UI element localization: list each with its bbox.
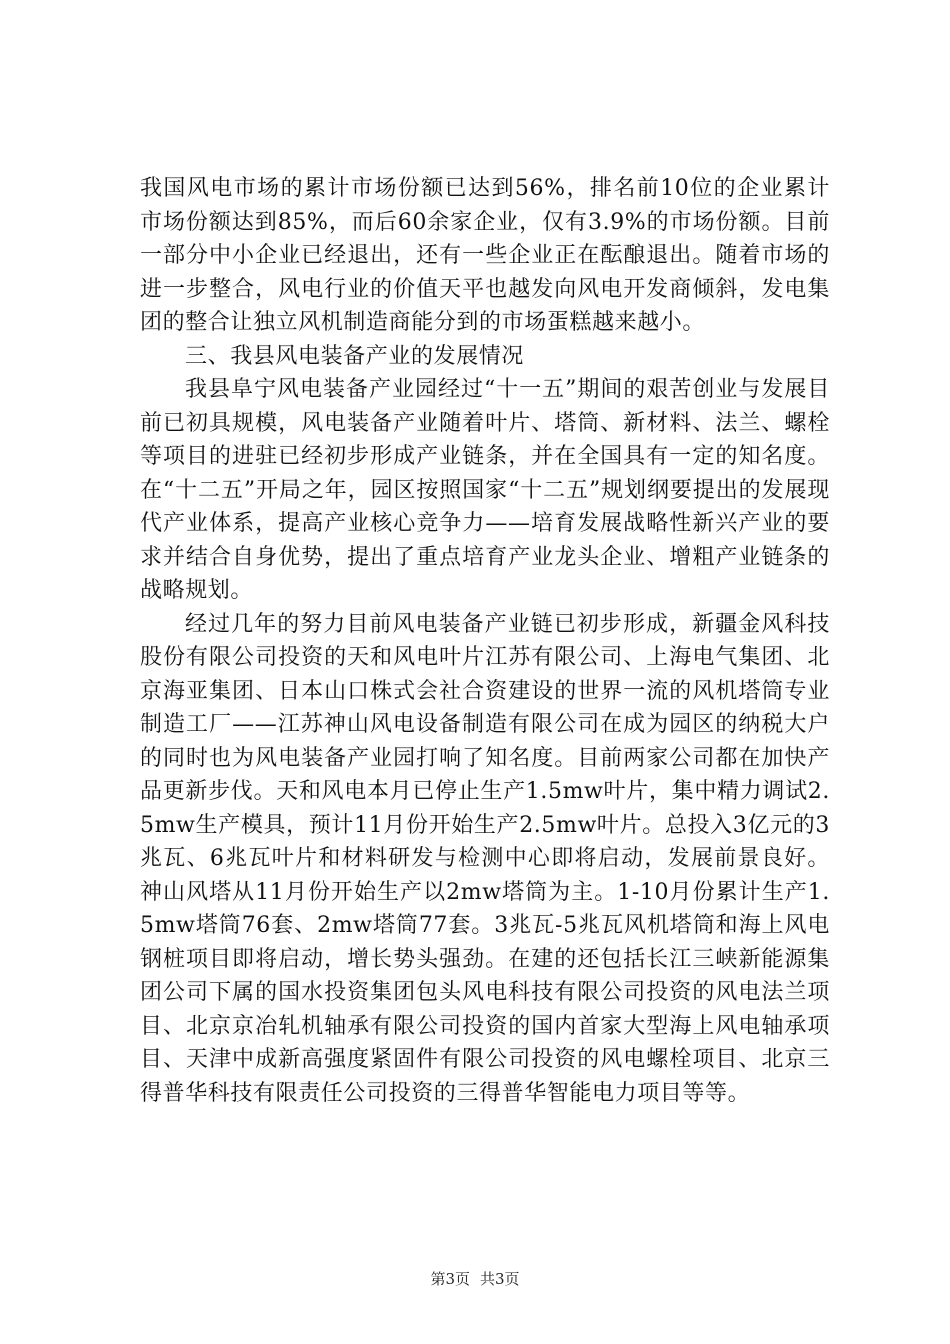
paragraph-industry-chain: 经过几年的努力目前风电装备产业链已初步形成，新疆金风科技股份有限公司投资的天和风电叶片江苏有限公司、上海电气集团、北京海亚集团、日本山口株式会社合资建设的世界一流的风机塔筒专业制造工厂——江苏神山风电设备制造有限公司在成为园区的纳税大户的同时也为风电装备产业园打响了知名度。目前两家公司都在加快产品更新步伐。天和风电本月已停止生产1.5mw叶片，集中精力调试2.5mw生产模具，预计11月份开始生产2.5mw叶片。总投入3亿元的3兆瓦、6兆瓦叶片和材料研发与检测中心即将启动，发展前景良好。神山风塔从11月份开始生产以2mw塔筒为主。1-10月份累计生产1.5mw塔筒76套、2mw塔筒77套。3兆瓦-5兆瓦风机塔筒和海上风电钢桩项目即将启动，增长势头强劲。在建的还包括长江三峡新能源集团公司下属的国水投资集团包头风电科技有限公司投资的风电法兰项目、北京京冶轧机轴承有限公司投资的国内首家大型海上风电轴承项目、天津中成新高强度紧固件有限公司投资的风电螺栓项目、北京三得普华科技有限责任公司投资的三得普华智能电力项目等等。: [140, 611, 830, 1106]
page-total: 共3页: [480, 1270, 520, 1288]
paragraph-industrial-park: 我县阜宁风电装备产业园经过“十一五”期间的艰苦创业与发展目前已初具规模，风电装备产业随着叶片、塔筒、新材料、法兰、螺栓等项目的进驻已经初步形成产业链条，并在全国具有一定的知名度。在“十二五”开局之年，园区按照国家“十二五”规划纲要提出的发展现代产业体系，提高产业核心竞争力——培育发展战略性新兴产业的要求并结合自身优势，提出了重点培育产业龙头企业、增粗产业链条的战略规划。: [140, 377, 830, 603]
document-body: [140, 172, 830, 1110]
section-heading: 三、我县风电装备产业的发展情况: [185, 343, 525, 369]
page-number: 第3页: [430, 1270, 470, 1288]
page-footer: [0, 1269, 950, 1289]
paragraph-market-share: 我国风电市场的累计市场份额已达到56%，排名前10位的企业累计市场份额达到85%，而后60余家企业，仅有3.9%的市场份额。目前一部分中小企业已经退出，还有一些企业正在酝酿退出。随着市场的进一步整合，风电行业的价值天平也越发向风电开发商倾斜，发电集团的整合让独立风机制造商能分到的市场蛋糕越来越小。: [140, 176, 830, 335]
